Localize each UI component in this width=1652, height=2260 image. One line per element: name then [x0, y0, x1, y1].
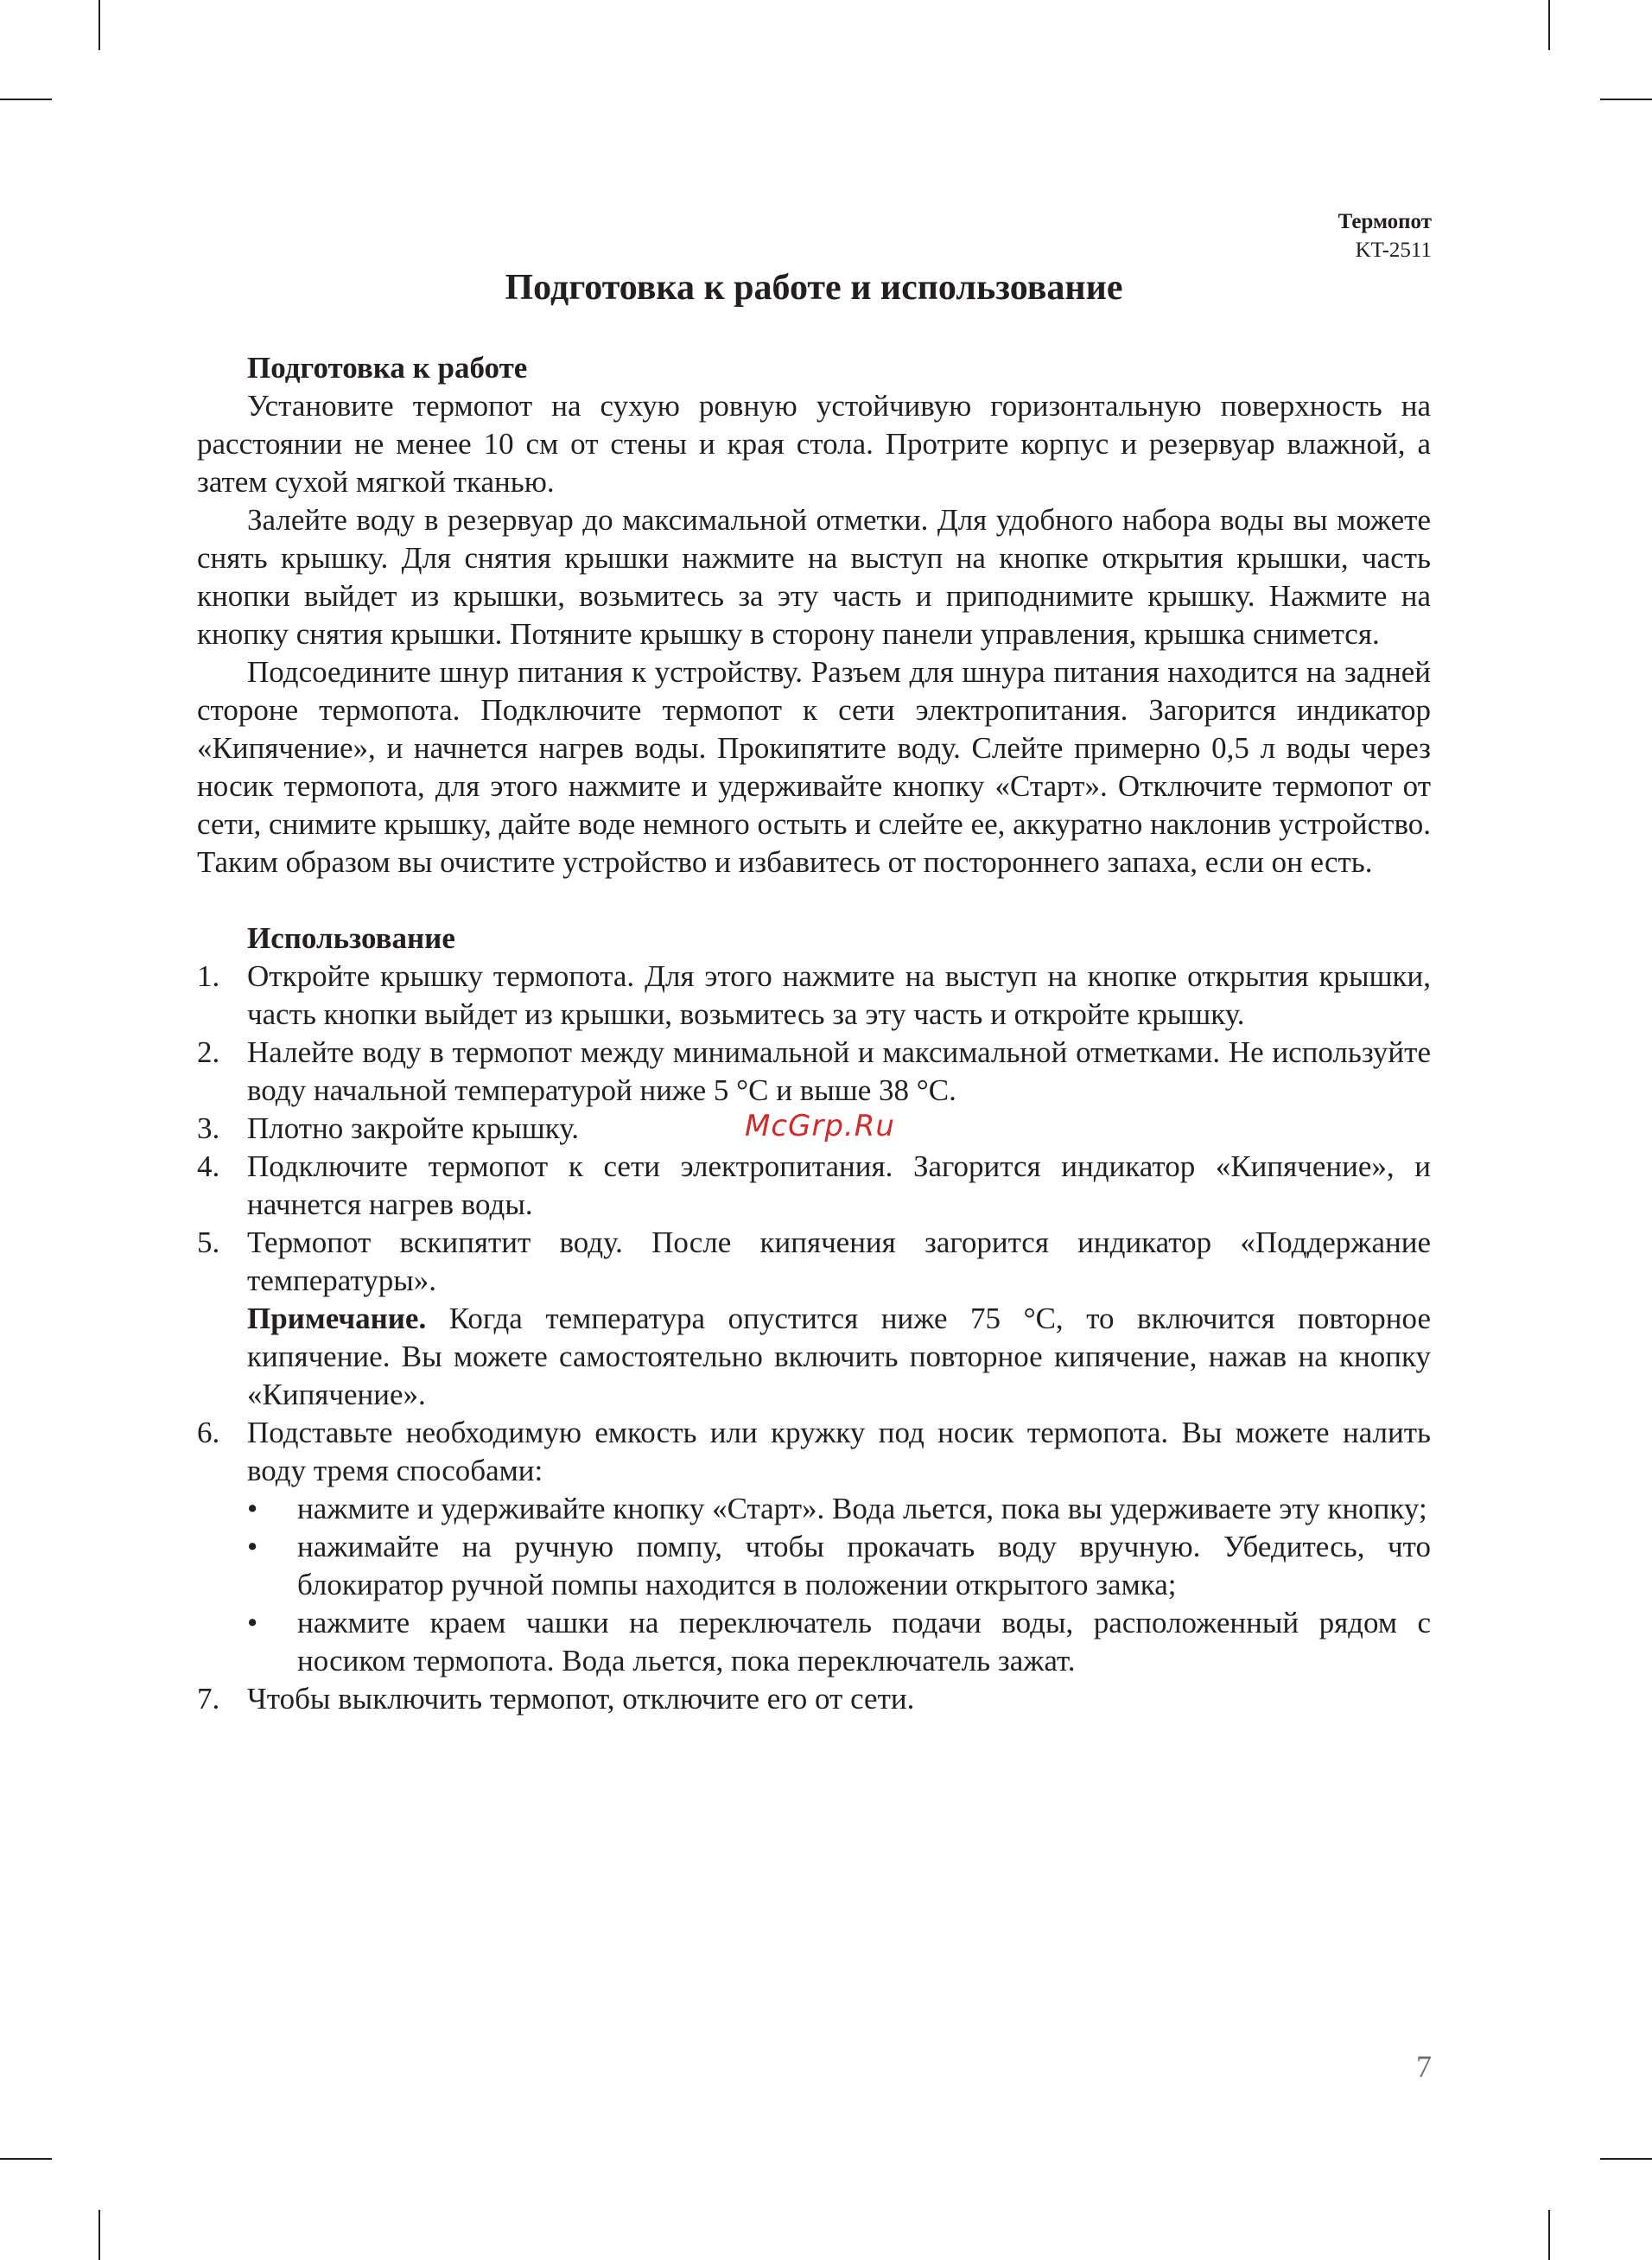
step-note — [247, 1300, 1431, 1414]
step-number: 7. — [197, 1682, 220, 1716]
preparation-paragraph-3: Подсоедините шнур питания к устройству. Разъем для шнура питания находится на задней стороне термопота. Подключите термопот к сети электропитания. Загорится индикатор «Кипячение», и начнется нагрев воды. Прокипятите воду. Слейте примерно 0,5 л воды через носик термопота, для этого нажмите и удерживайте кнопку «Старт». Отключите термопот от сети, снимите крышку, дайте воде немного остыть и слейте ее, аккуратно наклонив устройство. Таким образом вы очистите устройство и избавитесь от постороннего запаха, если он есть. — [197, 655, 1431, 879]
step-text: Плотно закройте крышку. — [247, 1111, 579, 1145]
running-header — [1338, 207, 1432, 264]
usage-step — [197, 1224, 1431, 1414]
usage-step — [197, 958, 1431, 1034]
page-number: 7 — [1416, 2049, 1432, 2084]
page-title: Подготовка к работе и использование — [505, 268, 1123, 308]
step-number: 2. — [197, 1035, 220, 1069]
step-number: 4. — [197, 1149, 220, 1183]
step-number: 3. — [197, 1111, 220, 1145]
crop-mark-right-top — [1600, 99, 1652, 100]
pour-method-item — [247, 1490, 1431, 1528]
usage-step — [197, 1680, 1431, 1718]
bullet-icon: • — [247, 1492, 258, 1525]
step-text: Налейте воду в термопот между минимальной и максимальной отметками. Не используйте воду начальной температурой ниже 5 °С и выше 38 °С. — [247, 1035, 1431, 1107]
pour-method-item — [247, 1528, 1431, 1604]
step-number: 5. — [197, 1225, 220, 1259]
step-text: Подставьте необходимую емкость или кружку под носик термопота. Вы можете налить воду тремя способами: — [247, 1416, 1431, 1487]
crop-mark-left-bottom — [0, 2158, 52, 2160]
usage-heading: Использование — [247, 921, 455, 955]
step-number: 6. — [197, 1416, 220, 1449]
step-text: Чтобы выключить термопот, отключите его от сети. — [247, 1682, 915, 1716]
preparation-heading: Подготовка к работе — [247, 351, 528, 385]
bullet-icon: • — [247, 1530, 258, 1563]
header-product: Термопот — [1337, 210, 1432, 233]
pour-method-text: нажмите и удерживайте кнопку «Старт». Вода льется, пока вы удерживаете эту кнопку; — [297, 1492, 1427, 1525]
usage-step — [197, 1414, 1431, 1680]
crop-mark-left-top — [0, 99, 52, 100]
crop-mark-bottom-right — [1548, 2210, 1550, 2260]
step-text: Термопот вскипятит воду. После кипячения загорится индикатор «Поддержание температуры». — [247, 1225, 1431, 1297]
pour-methods-list — [247, 1490, 1431, 1680]
usage-step — [197, 1034, 1431, 1110]
document-body — [197, 349, 1431, 1718]
step-number: 1. — [197, 959, 220, 993]
pour-method-text: нажмите краем чашки на переключатель подачи воды, расположенный рядом с носиком термопота. Вода льется, пока переключатель зажат. — [297, 1606, 1431, 1677]
note-label: Примечание. — [247, 1302, 427, 1335]
preparation-paragraph-1: Установите термопот на сухую ровную устойчивую горизонтальную поверхность на расстоянии не менее 10 см от стены и края стола. Протрите корпус и резервуар влажной, а затем сухой мягкой тканью. — [197, 389, 1431, 499]
usage-steps — [197, 958, 1431, 1718]
crop-mark-bottom-left — [98, 2210, 100, 2260]
header-model: KT-2511 — [1355, 239, 1432, 262]
bullet-icon: • — [247, 1606, 258, 1639]
usage-step — [197, 1148, 1431, 1224]
step-text: Откройте крышку термопота. Для этого нажмите на выступ на кнопке открытия крышки, часть кнопки выйдет из крышки, возьмитесь за эту часть и откройте крышку. — [247, 959, 1431, 1031]
step-text: Подключите термопот к сети электропитания. Загорится индикатор «Кипячение», и начнется нагрев воды. — [247, 1149, 1431, 1221]
section-gap — [197, 882, 1431, 920]
watermark: McGrp.Ru — [745, 1109, 895, 1143]
pour-method-item — [247, 1604, 1431, 1680]
crop-mark-right-bottom — [1600, 2158, 1652, 2160]
crop-mark-top-left — [98, 0, 100, 50]
crop-mark-top-right — [1548, 0, 1550, 50]
pour-method-text: нажимайте на ручную помпу, чтобы прокачать воду вручную. Убедитесь, что блокиратор ручной помпы находится в положении открытого замка; — [297, 1530, 1431, 1601]
note-text: Когда температура опустится ниже 75 °С, то включится повторное кипячение. Вы можете самостоятельно включить повторное кипячение, нажав на кнопку «Кипячение». — [247, 1302, 1431, 1411]
preparation-paragraph-2: Залейте воду в резервуар до максимальной отметки. Для удобного набора воды вы можете снять крышку. Для снятия крышки нажмите на выступ на кнопке открытия крышки, часть кнопки выйдет из крышки, возьмитесь за эту часть и приподнимите крышку. Нажмите на кнопку снятия крышки. Потяните крышку в сторону панели управления, крышка снимется. — [197, 503, 1431, 651]
